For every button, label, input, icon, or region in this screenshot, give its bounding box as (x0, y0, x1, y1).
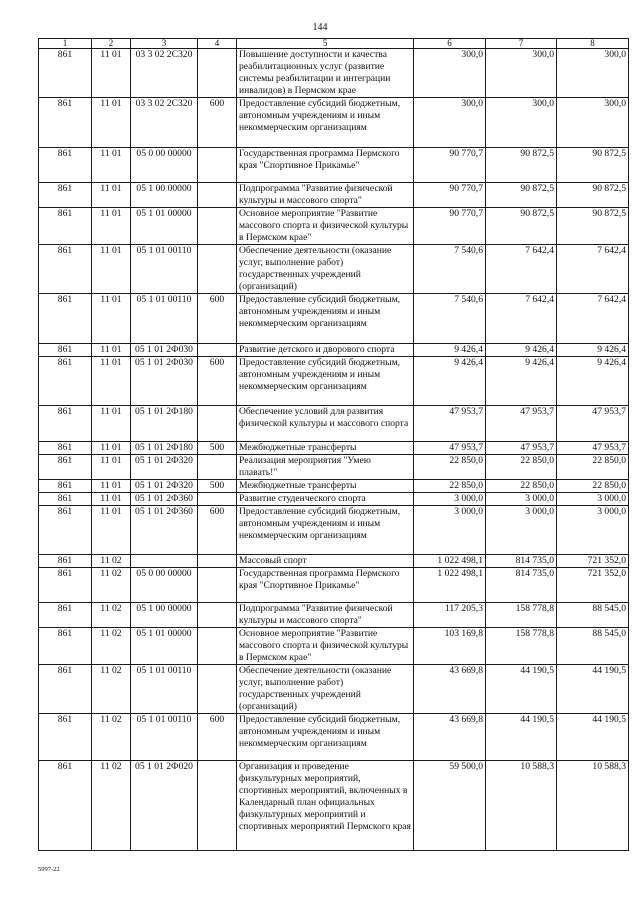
table-row (39, 357, 629, 406)
item-name-cell: Массовый спорт (237, 555, 414, 568)
expense-type-cell (198, 208, 237, 245)
column-number-header: 4 (198, 39, 237, 49)
section-code-cell: 11 02 (92, 714, 131, 761)
expense-type-cell (198, 665, 237, 714)
amount-col7-cell: 90 872,5 (486, 148, 557, 183)
ministry-code-cell: 861 (39, 208, 92, 245)
expense-type-cell: 600 (198, 714, 237, 761)
section-code-cell: 11 01 (92, 357, 131, 406)
ministry-code-cell: 861 (39, 455, 92, 480)
expense-type-cell (198, 183, 237, 208)
amount-col6-cell: 9 426,4 (414, 344, 486, 357)
expense-type-cell (198, 628, 237, 665)
section-code-cell: 11 02 (92, 555, 131, 568)
column-number-header: 5 (237, 39, 414, 49)
ministry-code-cell: 861 (39, 183, 92, 208)
item-name-cell: Основное мероприятие "Развитие массового спорта и физической культуры в Пермском крае" (237, 208, 414, 245)
amount-col8-cell: 90 872,5 (557, 183, 629, 208)
item-name-cell: Предоставление субсидий бюджетным, автономным учреждениям и иным некоммерческим организациям (237, 98, 414, 148)
section-code-cell: 11 02 (92, 568, 131, 603)
expense-type-cell: 600 (198, 98, 237, 148)
document-code: 5997-22 (38, 866, 60, 873)
section-code-cell: 11 01 (92, 344, 131, 357)
table-row (39, 208, 629, 245)
amount-col7-cell: 44 190,5 (486, 714, 557, 761)
amount-col8-cell: 3 000,0 (557, 493, 629, 506)
item-name-cell: Предоставление субсидий бюджетным, автономным учреждениям и иным некоммерческим организациям (237, 714, 414, 761)
ministry-code-cell: 861 (39, 344, 92, 357)
expense-type-cell: 600 (198, 294, 237, 344)
item-name-cell: Организация и проведение физкультурных мероприятий, спортивных мероприятий, включенных в Календарный план официальных физкультурных мероприятий и спортивных мероприятий Пермского края (237, 761, 414, 851)
section-code-cell: 11 01 (92, 49, 131, 98)
ministry-code-cell: 861 (39, 406, 92, 442)
item-name-cell: Обеспечение деятельности (оказание услуг, выполнение работ) государственных учреждений (организаций) (237, 245, 414, 294)
amount-col6-cell: 22 850,0 (414, 480, 486, 493)
expense-type-cell (198, 568, 237, 603)
ministry-code-cell: 861 (39, 442, 92, 455)
table-row (39, 506, 629, 555)
amount-col6-cell: 43 669,8 (414, 714, 486, 761)
amount-col6-cell: 90 770,7 (414, 183, 486, 208)
section-code-cell: 11 01 (92, 493, 131, 506)
amount-col6-cell: 22 850,0 (414, 455, 486, 480)
amount-col8-cell: 300,0 (557, 98, 629, 148)
table-header-row (39, 39, 629, 49)
section-code-cell: 11 02 (92, 761, 131, 851)
column-number-header: 7 (486, 39, 557, 49)
table-row (39, 183, 629, 208)
table-row (39, 665, 629, 714)
expense-type-cell (198, 406, 237, 442)
section-code-cell: 11 01 (92, 506, 131, 555)
ministry-code-cell: 861 (39, 714, 92, 761)
amount-col6-cell: 90 770,7 (414, 208, 486, 245)
table-row (39, 98, 629, 148)
amount-col7-cell: 7 642,4 (486, 245, 557, 294)
ministry-code-cell: 861 (39, 628, 92, 665)
amount-col8-cell: 47 953,7 (557, 406, 629, 442)
table-row (39, 442, 629, 455)
amount-col6-cell: 7 540,6 (414, 294, 486, 344)
ministry-code-cell: 861 (39, 568, 92, 603)
section-code-cell: 11 01 (92, 183, 131, 208)
expense-type-cell (198, 148, 237, 183)
section-code-cell: 11 01 (92, 442, 131, 455)
amount-col6-cell: 300,0 (414, 98, 486, 148)
ministry-code-cell: 861 (39, 148, 92, 183)
target-article-cell: 03 3 02 2С320 (131, 98, 198, 148)
target-article-cell: 05 1 01 2Ф320 (131, 455, 198, 480)
amount-col7-cell: 22 850,0 (486, 480, 557, 493)
target-article-cell: 05 1 01 00110 (131, 294, 198, 344)
table-row (39, 714, 629, 761)
table-row (39, 294, 629, 344)
amount-col8-cell: 721 352,0 (557, 568, 629, 603)
item-name-cell: Государственная программа Пермского края "Спортивное Прикамье" (237, 568, 414, 603)
item-name-cell: Реализация мероприятия "Умею плавать!" (237, 455, 414, 480)
amount-col8-cell: 721 352,0 (557, 555, 629, 568)
table-row (39, 406, 629, 442)
table-row (39, 245, 629, 294)
table-row (39, 628, 629, 665)
amount-col7-cell: 90 872,5 (486, 208, 557, 245)
amount-col8-cell: 10 588,3 (557, 761, 629, 851)
expense-type-cell (198, 493, 237, 506)
ministry-code-cell: 861 (39, 506, 92, 555)
amount-col8-cell: 88 545,0 (557, 628, 629, 665)
expense-type-cell (198, 761, 237, 851)
expense-type-cell (198, 555, 237, 568)
amount-col6-cell: 7 540,6 (414, 245, 486, 294)
amount-col8-cell: 44 190,5 (557, 714, 629, 761)
column-number-header: 2 (92, 39, 131, 49)
amount-col6-cell: 9 426,4 (414, 357, 486, 406)
expense-type-cell: 500 (198, 442, 237, 455)
target-article-cell: 05 0 00 00000 (131, 568, 198, 603)
section-code-cell: 11 02 (92, 603, 131, 628)
target-article-cell: 05 1 01 2Ф180 (131, 406, 198, 442)
target-article-cell: 05 1 01 00000 (131, 208, 198, 245)
expense-type-cell (198, 344, 237, 357)
target-article-cell: 05 1 01 00000 (131, 628, 198, 665)
ministry-code-cell: 861 (39, 761, 92, 851)
table-row (39, 568, 629, 603)
amount-col7-cell: 7 642,4 (486, 294, 557, 344)
column-number-header: 8 (557, 39, 629, 49)
target-article-cell: 05 1 01 2Ф180 (131, 442, 198, 455)
expense-type-cell: 600 (198, 357, 237, 406)
ministry-code-cell: 861 (39, 357, 92, 406)
table-row (39, 148, 629, 183)
table-row (39, 603, 629, 628)
amount-col8-cell: 44 190,5 (557, 665, 629, 714)
amount-col7-cell: 3 000,0 (486, 493, 557, 506)
section-code-cell: 11 01 (92, 208, 131, 245)
amount-col8-cell: 88 545,0 (557, 603, 629, 628)
item-name-cell: Межбюджетные трансферты (237, 480, 414, 493)
ministry-code-cell: 861 (39, 245, 92, 294)
amount-col8-cell: 7 642,4 (557, 294, 629, 344)
amount-col7-cell: 3 000,0 (486, 506, 557, 555)
page-number: 144 (312, 22, 328, 33)
ministry-code-cell: 861 (39, 294, 92, 344)
expense-type-cell (198, 49, 237, 98)
amount-col6-cell: 1 022 498,1 (414, 568, 486, 603)
item-name-cell: Подпрограмма "Развитие физической культуры и массового спорта" (237, 183, 414, 208)
amount-col8-cell: 22 850,0 (557, 455, 629, 480)
item-name-cell: Обеспечение условий для развития физической культуры и массового спорта (237, 406, 414, 442)
amount-col8-cell: 90 872,5 (557, 208, 629, 245)
table-row (39, 555, 629, 568)
amount-col7-cell: 90 872,5 (486, 183, 557, 208)
amount-col6-cell: 47 953,7 (414, 406, 486, 442)
amount-col6-cell: 90 770,7 (414, 148, 486, 183)
target-article-cell: 05 1 01 00110 (131, 245, 198, 294)
amount-col7-cell: 158 778,8 (486, 603, 557, 628)
expense-type-cell: 600 (198, 506, 237, 555)
item-name-cell: Государственная программа Пермского края "Спортивное Прикамье" (237, 148, 414, 183)
amount-col6-cell: 59 500,0 (414, 761, 486, 851)
amount-col6-cell: 103 169,8 (414, 628, 486, 665)
amount-col6-cell: 47 953,7 (414, 442, 486, 455)
target-article-cell: 05 1 01 2Ф360 (131, 493, 198, 506)
item-name-cell: Основное мероприятие "Развитие массового спорта и физической культуры в Пермском крае" (237, 628, 414, 665)
target-article-cell: 05 1 01 2Ф030 (131, 357, 198, 406)
table-row (39, 344, 629, 357)
section-code-cell: 11 01 (92, 148, 131, 183)
table-row (39, 49, 629, 98)
amount-col6-cell: 1 022 498,1 (414, 555, 486, 568)
ministry-code-cell: 861 (39, 49, 92, 98)
amount-col7-cell: 47 953,7 (486, 442, 557, 455)
column-number-header: 1 (39, 39, 92, 49)
amount-col6-cell: 43 669,8 (414, 665, 486, 714)
budget-table (38, 38, 629, 851)
section-code-cell: 11 01 (92, 294, 131, 344)
expense-type-cell (198, 603, 237, 628)
ministry-code-cell: 861 (39, 480, 92, 493)
item-name-cell: Повышение доступности и качества реабилитационных услуг (развитие системы реабилитации и интеграции инвалидов) в Пермском крае (237, 49, 414, 98)
target-article-cell: 05 1 01 2Ф030 (131, 344, 198, 357)
amount-col7-cell: 22 850,0 (486, 455, 557, 480)
target-article-cell: 05 1 01 2Ф360 (131, 506, 198, 555)
item-name-cell: Обеспечение деятельности (оказание услуг, выполнение работ) государственных учреждений (организаций) (237, 665, 414, 714)
section-code-cell: 11 02 (92, 665, 131, 714)
amount-col8-cell: 47 953,7 (557, 442, 629, 455)
section-code-cell: 11 01 (92, 480, 131, 493)
amount-col6-cell: 3 000,0 (414, 493, 486, 506)
amount-col8-cell: 300,0 (557, 49, 629, 98)
section-code-cell: 11 01 (92, 245, 131, 294)
column-number-header: 6 (414, 39, 486, 49)
amount-col6-cell: 300,0 (414, 49, 486, 98)
amount-col7-cell: 814 735,0 (486, 555, 557, 568)
target-article-cell: 03 3 02 2С320 (131, 49, 198, 98)
item-name-cell: Межбюджетные трансферты (237, 442, 414, 455)
item-name-cell: Предоставление субсидий бюджетным, автономным учреждениям и иным некоммерческим организациям (237, 294, 414, 344)
amount-col8-cell: 3 000,0 (557, 506, 629, 555)
amount-col8-cell: 9 426,4 (557, 344, 629, 357)
amount-col8-cell: 9 426,4 (557, 357, 629, 406)
table-body (39, 49, 629, 851)
amount-col8-cell: 90 872,5 (557, 148, 629, 183)
table-row (39, 761, 629, 851)
item-name-cell: Подпрограмма "Развитие физической культуры и массового спорта" (237, 603, 414, 628)
section-code-cell: 11 01 (92, 98, 131, 148)
expense-type-cell (198, 455, 237, 480)
column-number-header: 3 (131, 39, 198, 49)
target-article-cell: 05 1 01 2Ф320 (131, 480, 198, 493)
expense-type-cell: 500 (198, 480, 237, 493)
table-row (39, 493, 629, 506)
amount-col7-cell: 300,0 (486, 49, 557, 98)
ministry-code-cell: 861 (39, 493, 92, 506)
section-code-cell: 11 01 (92, 455, 131, 480)
ministry-code-cell: 861 (39, 555, 92, 568)
amount-col7-cell: 814 735,0 (486, 568, 557, 603)
target-article-cell: 05 1 00 00000 (131, 603, 198, 628)
target-article-cell: 05 1 01 00110 (131, 665, 198, 714)
table-row (39, 480, 629, 493)
amount-col7-cell: 10 588,3 (486, 761, 557, 851)
target-article-cell: 05 1 00 00000 (131, 183, 198, 208)
amount-col8-cell: 7 642,4 (557, 245, 629, 294)
item-name-cell: Предоставление субсидий бюджетным, автономным учреждениям и иным некоммерческим организациям (237, 506, 414, 555)
item-name-cell: Развитие студенческого спорта (237, 493, 414, 506)
target-article-cell: 05 1 01 2Ф020 (131, 761, 198, 851)
target-article-cell: 05 0 00 00000 (131, 148, 198, 183)
section-code-cell: 11 01 (92, 406, 131, 442)
section-code-cell: 11 02 (92, 628, 131, 665)
amount-col8-cell: 22 850,0 (557, 480, 629, 493)
expense-type-cell (198, 245, 237, 294)
amount-col7-cell: 47 953,7 (486, 406, 557, 442)
item-name-cell: Предоставление субсидий бюджетным, автономным учреждениям и иным некоммерческим организациям (237, 357, 414, 406)
item-name-cell: Развитие детского и дворового спорта (237, 344, 414, 357)
ministry-code-cell: 861 (39, 603, 92, 628)
amount-col7-cell: 44 190,5 (486, 665, 557, 714)
amount-col7-cell: 158 778,8 (486, 628, 557, 665)
amount-col7-cell: 9 426,4 (486, 357, 557, 406)
target-article-cell (131, 555, 198, 568)
amount-col7-cell: 300,0 (486, 98, 557, 148)
amount-col6-cell: 3 000,0 (414, 506, 486, 555)
ministry-code-cell: 861 (39, 665, 92, 714)
amount-col7-cell: 9 426,4 (486, 344, 557, 357)
ministry-code-cell: 861 (39, 98, 92, 148)
table-row (39, 455, 629, 480)
target-article-cell: 05 1 01 00110 (131, 714, 198, 761)
amount-col6-cell: 117 205,3 (414, 603, 486, 628)
